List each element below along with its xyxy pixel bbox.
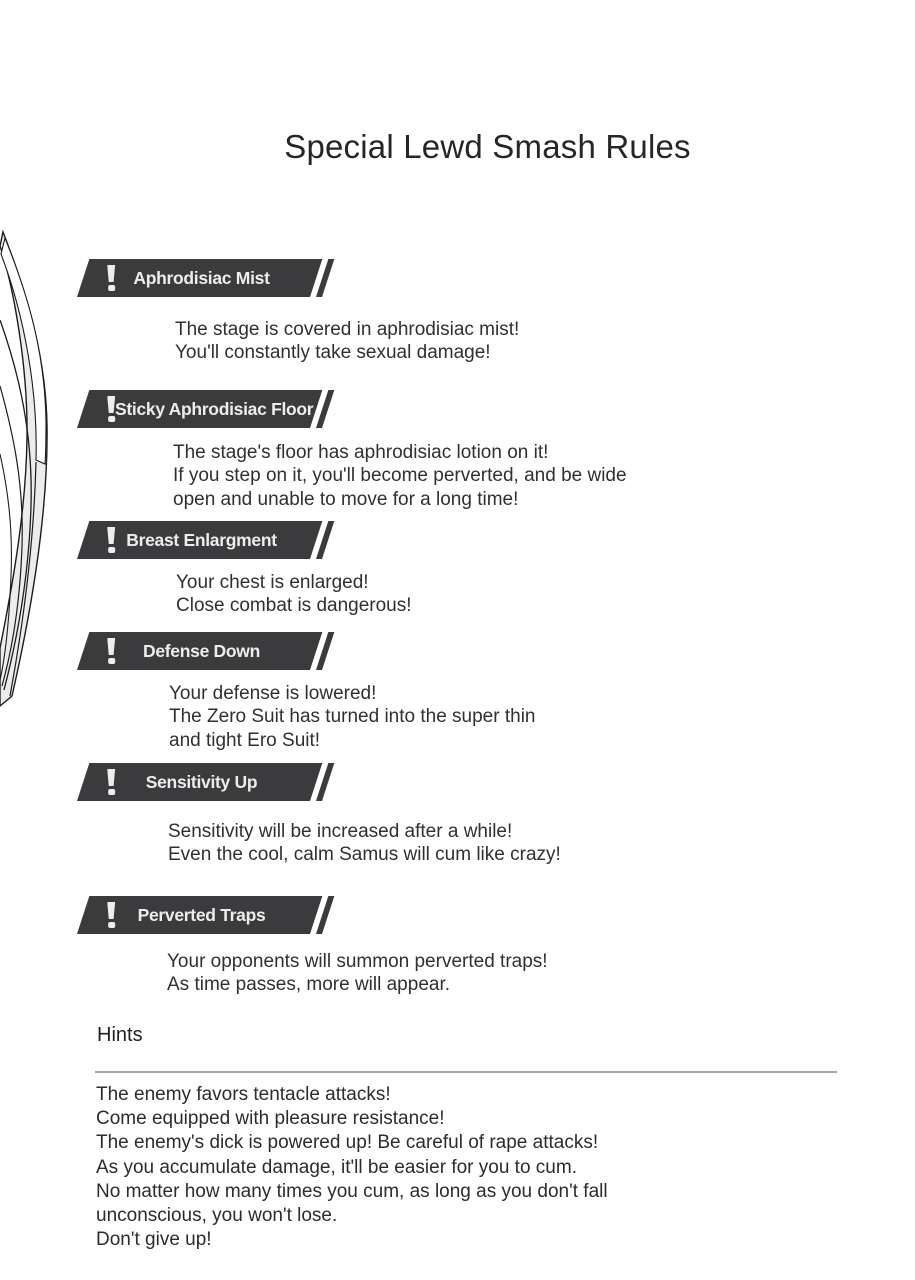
rule-banner-body [77, 521, 322, 559]
rule-line: Your defense is lowered! [169, 683, 377, 704]
rule-banner-label: Defense Down [143, 640, 261, 661]
rule-description [176, 571, 412, 618]
rule-line: You'll constantly take sexual damage! [175, 342, 491, 364]
rule-banner-body [77, 632, 322, 670]
rule-banner-defense-down [77, 632, 337, 670]
hint-line: The enemy's dick is powered up! Be careful of rape attacks! [96, 1132, 599, 1154]
rule-line: The stage is covered in aphrodisiac mist! [175, 319, 520, 340]
rule-banner-label: Sticky Aphrodisiac Floor [115, 398, 314, 419]
rule-banner-body [77, 896, 322, 934]
rule-line: Your chest is enlarged! [176, 572, 369, 593]
rule-line: Sensitivity will be increased after a while! [168, 821, 513, 842]
exclamation-icon [107, 396, 115, 422]
rule-description [168, 820, 561, 867]
rule-banner-label: Aphrodisiac Mist [133, 267, 270, 288]
page-title: Special Lewd Smash Rules [284, 128, 691, 165]
rule-description [167, 950, 548, 997]
exclamation-icon [107, 902, 115, 928]
rule-line: Even the cool, calm Samus will cum like crazy! [168, 844, 561, 866]
rule-line: The stage's floor has aphrodisiac lotion on it! [173, 442, 549, 463]
rule-banner-sensitivity-up [77, 763, 337, 801]
exclamation-icon [107, 527, 115, 553]
hints-heading: Hints [97, 1024, 143, 1046]
hint-line: Don't give up! [96, 1229, 212, 1251]
hint-line: Come equipped with pleasure resistance! [96, 1108, 445, 1130]
rule-line: Your opponents will summon perverted traps! [167, 951, 548, 972]
rule-line: open and unable to move for a long time! [173, 488, 519, 510]
exclamation-icon [107, 638, 115, 664]
hint-line: The enemy favors tentacle attacks! [96, 1084, 391, 1105]
rule-line: As time passes, more will appear. [167, 974, 451, 996]
hint-line: As you accumulate damage, it'll be easier for you to cum. [96, 1156, 577, 1178]
rule-banner-body [77, 390, 322, 428]
rule-banner-body [77, 259, 322, 297]
rule-line: The Zero Suit has turned into the super thin [169, 706, 536, 728]
rule-line: Close combat is dangerous! [176, 595, 412, 617]
exclamation-icon [107, 265, 115, 291]
hint-line: No matter how many times you cum, as long as you don't fall [96, 1180, 608, 1202]
rule-description [169, 682, 536, 752]
decorative-line-art [0, 228, 52, 726]
rule-banner-body [77, 763, 322, 801]
rule-banner-sticky-aphrodisiac-floor [77, 390, 337, 428]
rule-banner-aphrodisiac-mist [77, 259, 337, 297]
rule-banner-breast-enlargment [77, 521, 337, 559]
rule-banner-perverted-traps [77, 896, 337, 934]
rule-banner-label: Sensitivity Up [145, 771, 258, 792]
hints-text [96, 1083, 608, 1252]
rule-banner-label: Perverted Traps [137, 904, 266, 925]
exclamation-icon [107, 769, 115, 795]
rule-line: and tight Ero Suit! [169, 729, 321, 751]
rule-description [173, 441, 627, 511]
rule-description [175, 318, 519, 365]
hint-line: unconscious, you won't lose. [96, 1205, 338, 1227]
rule-banner-label: Breast Enlargment [126, 529, 277, 550]
rule-line: If you step on it, you'll become perverted, and be wide [173, 465, 627, 487]
hints-divider [95, 1071, 837, 1073]
